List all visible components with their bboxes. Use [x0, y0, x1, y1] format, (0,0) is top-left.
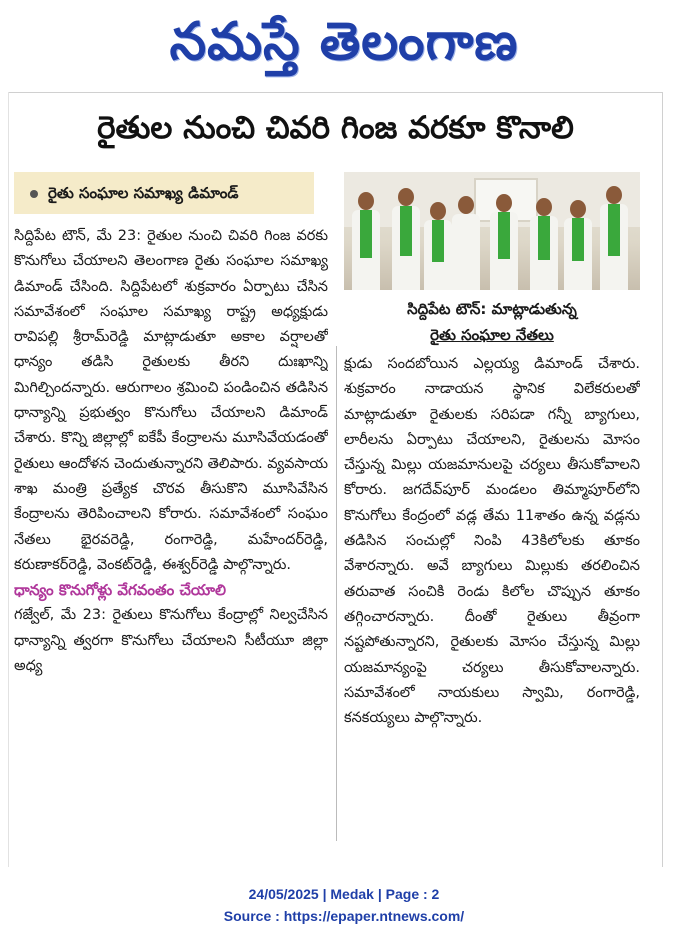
- right-column: [344, 352, 640, 844]
- news-photo: [344, 172, 640, 290]
- person-figure: [392, 188, 420, 290]
- person-figure: [490, 194, 518, 290]
- article-kicker: [14, 172, 314, 214]
- caption-line-2: రైతు సంఘాల నేతలు: [430, 326, 554, 344]
- kicker-text: రైతు సంఘాల సమాఖ్య డిమాండ్: [48, 184, 239, 202]
- article-headline: రైతుల నుంచి చివరి గింజ వరకూ కొనాలి: [97, 110, 574, 146]
- masthead-title: నమస్తే తెలంగాణ: [169, 12, 519, 72]
- person-figure: [352, 192, 380, 290]
- person-figure: [600, 186, 628, 290]
- frame-right-rule: [662, 92, 663, 867]
- left-paragraph-2: గజ్వేల్, మే 23: రైతులు కొనుగోలు కేంద్రాల్లో నిల్వచేసిన ధాన్యాన్ని త్వరగా కొనుగోలు చేయాలని సీటీయూ జిల్లా అధ్య: [14, 607, 328, 675]
- right-paragraph: క్షుడు సందబోయిన ఎల్లయ్య డిమాండ్ చేశారు. శుక్రవారం నాడాయన స్థానిక విలేకరులతో మాట్లాడుతూ రైతులకు సరిపడా గన్నీ బ్యాగులు, లారీలను ఏర్పాటు చేయాలని, రైతులను మోసం చేస్తున్న మిల్లు యజమానులపై చర్యలు తీసుకోవాలని కోరారు. జగదేవ్‌పూర్ మండలం తిమ్మాపూర్‌లోని కొనుగోలు కేంద్రంలో వడ్ల తేమ 11శాతం ఉన్న వడ్లను తడిసిన సంచుల్లో నింపి 43కిలోలకు తూకం వేశారన్నారు. అవే బ్యాగులు మిల్లుకు తరలించిన తరువాత సంచికి రెండు కిలోల చొప్పున తూకం తగ్గించారన్నారు. దీంతో రైతులు తీవ్రంగా నష్టపోతున్నారని, రైతులకు మోసం చేస్తున్న మిల్లు యజమాన్యంపై చర్యలు తీసుకోవాలన్నారు. సమావేశంలో నాయకులు స్వామి, రంగారెడ్డి, కనకయ్యలు పాల్గొన్నారు.: [344, 356, 640, 727]
- person-figure: [452, 196, 480, 290]
- person-figure: [424, 202, 452, 290]
- page-footer: [0, 883, 688, 927]
- photo-caption: [344, 296, 640, 348]
- column-divider: [336, 346, 337, 841]
- caption-line-1: సిద్దిపేట టౌన్: మాట్లాడుతున్న: [407, 300, 577, 318]
- person-figure: [564, 200, 592, 290]
- bullet-icon: [30, 190, 38, 198]
- frame-top-rule: [8, 92, 663, 93]
- person-figure: [530, 198, 558, 290]
- frame-left-rule: [8, 92, 9, 867]
- left-column: [14, 224, 328, 844]
- footer-meta: 24/05/2025 | Medak | Page : 2: [248, 886, 440, 902]
- left-paragraph: సిద్దిపేట టౌన్, మే 23: రైతుల నుంచి చివరి గింజ వరకు కొనుగోలు చేయాలని తెలంగాణ రైతు సంఘాల సమాఖ్య డిమాండ్ చేసింది. సిద్దిపేటలో శుక్రవారం ఏర్పాటు చేసిన సమావేశంలో సంఘాల సమాఖ్య రాష్ట్ర అధ్యక్షుడు రావిపల్లి శ్రీరామ్‌రెడ్డి మాట్లాడుతూ అకాల వర్షాలతో ధాన్యం తడిసి రైతులకు తీరని దుఃఖాన్ని మిగిల్చిందన్నారు. ఆరుగాలం శ్రమించి పండించిన తడిసిన ధాన్యాన్ని ప్రభుత్వం కొనుగోలు చేయాలని డిమాండ్ చేశారు. కొన్ని జిల్లాల్లో ఐకేపీ కేంద్రాలను మూసివేయడంతో రైతులు ఆందోళన చెందుతున్నారని తెలిపారు. వ్యవసాయ శాఖ మంత్రి ప్రత్యేక చొరవ తీసుకొని మూసివేసిన కేంద్రాలను తెరిపించాలని కోరారు. సమావేశంలో సంఘం నేతలు భైరవరెడ్డి, రంగారెడ్డి, మహేందర్‌రెడ్డి, కరుణాకర్‌రెడ్డి, వెంకట్‌రెడ్డి, ఈశ్వర్‌రెడ్డి పాల్గొన్నారు.: [14, 228, 328, 573]
- footer-source: Source : https://epaper.ntnews.com/: [223, 908, 465, 924]
- sub-headline: ధాన్యం కొనుగోళ్లు వేగవంతం చేయాలి: [14, 581, 227, 600]
